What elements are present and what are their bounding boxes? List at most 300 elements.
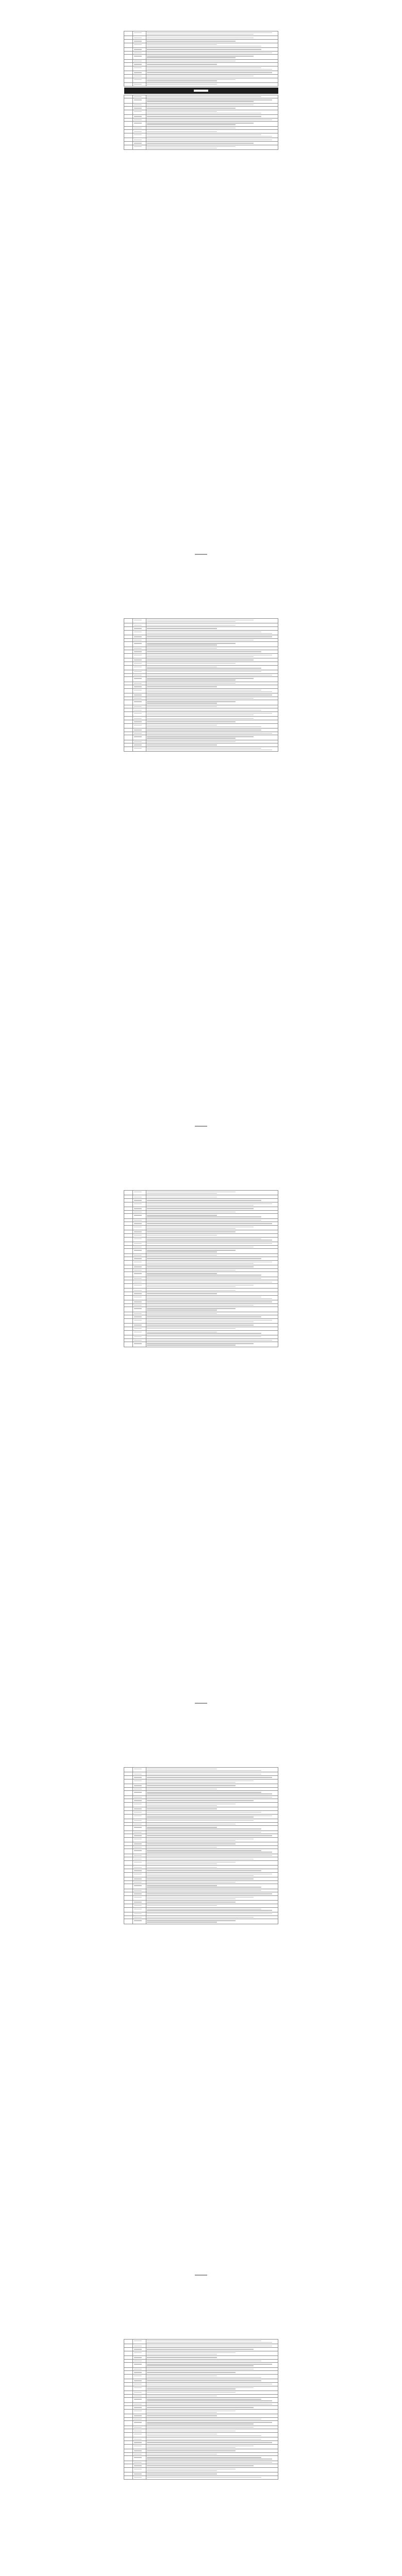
year-cell [124, 1335, 133, 1338]
table-row [124, 2452, 278, 2456]
table-row [124, 1292, 278, 1296]
table-row [124, 1214, 278, 1218]
table-row [124, 138, 278, 142]
year-cell [124, 1268, 133, 1272]
table-row [124, 78, 278, 82]
date-cell [133, 662, 146, 665]
event-cell [146, 1776, 278, 1780]
table-row [124, 2371, 278, 2375]
event-cell [146, 1327, 278, 1330]
year-cell [124, 110, 133, 114]
table-row [124, 1814, 278, 1819]
date-cell [133, 1300, 146, 1304]
year-cell [124, 2391, 133, 2394]
year-cell [124, 2409, 133, 2414]
year-cell [124, 2461, 133, 2464]
year-cell [124, 2344, 133, 2348]
table-row [124, 627, 278, 631]
event-cell [146, 36, 278, 40]
table-row [124, 51, 278, 55]
event-cell [146, 1779, 278, 1784]
event-cell [146, 122, 278, 126]
year-cell [124, 1289, 133, 1292]
year-cell [124, 2356, 133, 2360]
year-cell [124, 1814, 133, 1819]
event-cell [146, 717, 278, 720]
date-cell [133, 1802, 146, 1807]
table-row [124, 1889, 278, 1892]
event-cell [146, 623, 278, 627]
table-row [124, 1242, 278, 1245]
date-cell [133, 2363, 146, 2367]
date-cell [133, 728, 146, 732]
date-cell [133, 1880, 146, 1884]
year-cell [124, 1776, 133, 1780]
table-row [124, 1338, 278, 1342]
date-cell [133, 1831, 146, 1834]
year-cell [124, 66, 133, 71]
year-cell [124, 1916, 133, 1919]
date-cell [133, 735, 146, 740]
event-cell [146, 74, 278, 78]
event-cell [146, 1857, 278, 1861]
event-cell [146, 1233, 278, 1237]
event-cell [146, 735, 278, 740]
year-cell [124, 2371, 133, 2375]
year-cell [124, 1245, 133, 1249]
chronology-table [124, 31, 278, 150]
date-cell [133, 1253, 146, 1257]
table-row [124, 1249, 278, 1253]
year-cell [124, 1327, 133, 1330]
event-cell [146, 2464, 278, 2468]
year-cell [124, 708, 133, 712]
year-cell [124, 1837, 133, 1842]
event-cell [146, 115, 278, 118]
table-row [124, 2398, 278, 2402]
date-cell [133, 1210, 146, 1214]
event-cell [146, 126, 278, 130]
year-cell [124, 71, 133, 75]
date-cell [133, 688, 146, 693]
table-row [124, 1854, 278, 1857]
event-cell [146, 712, 278, 717]
year-cell [124, 63, 133, 66]
event-cell [146, 1218, 278, 1222]
date-cell [133, 705, 146, 708]
year-cell [124, 720, 133, 724]
year-cell [124, 98, 133, 103]
year-cell [124, 1230, 133, 1234]
table-row [124, 1230, 278, 1234]
year-cell [124, 717, 133, 720]
year-cell [124, 2449, 133, 2453]
date-cell [133, 1787, 146, 1791]
table-row [124, 2344, 278, 2348]
table-row [124, 1222, 278, 1226]
date-cell [133, 1907, 146, 1912]
year-cell [124, 126, 133, 130]
date-cell [133, 74, 146, 78]
year-cell [124, 2379, 133, 2383]
page-number [195, 2275, 207, 2276]
year-cell [124, 2367, 133, 2371]
page-5 [124, 2339, 278, 2480]
table-row [124, 1210, 278, 1214]
table-row [124, 1265, 278, 1269]
event-cell [146, 1884, 278, 1889]
year-cell [124, 2363, 133, 2367]
event-cell [146, 66, 278, 71]
table-row [124, 1857, 278, 1861]
year-cell [124, 2414, 133, 2418]
table-row [124, 1819, 278, 1822]
event-cell [146, 658, 278, 662]
date-cell [133, 1202, 146, 1207]
date-cell [133, 1277, 146, 1280]
table-row [124, 2437, 278, 2441]
event-cell [146, 1784, 278, 1788]
date-cell [133, 1901, 146, 1904]
year-cell [124, 2340, 133, 2344]
event-cell [146, 732, 278, 735]
date-cell [133, 1854, 146, 1857]
event-cell [146, 1802, 278, 1807]
year-cell [124, 145, 133, 149]
event-cell [146, 1845, 278, 1849]
year-cell [124, 1872, 133, 1877]
table-row [124, 1284, 278, 1289]
era-heading-band [124, 88, 278, 94]
date-cell [133, 1295, 146, 1300]
event-cell [146, 747, 278, 751]
date-cell [133, 1768, 146, 1772]
date-cell [133, 130, 146, 133]
year-cell [124, 1884, 133, 1889]
table-row [124, 1784, 278, 1788]
event-cell [146, 1272, 278, 1277]
year-cell [124, 2394, 133, 2398]
table-row [124, 2406, 278, 2410]
date-cell [133, 1272, 146, 1277]
year-cell [124, 115, 133, 118]
year-cell [124, 40, 133, 43]
table-row [124, 2449, 278, 2453]
date-cell [133, 1872, 146, 1877]
table-row [124, 623, 278, 627]
date-cell [133, 1807, 146, 1811]
year-cell [124, 1295, 133, 1300]
table-row [124, 1207, 278, 1211]
event-cell [146, 1249, 278, 1253]
date-cell [133, 55, 146, 59]
year-cell [124, 1889, 133, 1892]
table-row [124, 740, 278, 743]
year-cell [124, 1292, 133, 1296]
event-cell [146, 1849, 278, 1854]
date-cell [133, 658, 146, 662]
year-cell [124, 51, 133, 55]
table-row [124, 743, 278, 747]
table-row [124, 1324, 278, 1327]
event-cell [146, 673, 278, 677]
date-cell [133, 1324, 146, 1327]
table-row [124, 2386, 278, 2391]
event-cell [146, 2382, 278, 2386]
date-cell [133, 2398, 146, 2402]
year-cell [124, 619, 133, 623]
date-cell [133, 1207, 146, 1211]
date-cell [133, 138, 146, 142]
event-cell [146, 1872, 278, 1877]
event-cell [146, 1307, 278, 1312]
year-cell [124, 623, 133, 627]
date-cell [133, 1889, 146, 1892]
event-cell [146, 1277, 278, 1280]
event-cell [146, 1318, 278, 1323]
date-cell [133, 720, 146, 724]
table-row [124, 2472, 278, 2476]
date-cell [133, 2467, 146, 2472]
date-cell [133, 40, 146, 43]
table-row [124, 2356, 278, 2360]
year-cell [124, 673, 133, 677]
table-row [124, 1904, 278, 1907]
event-cell [146, 1869, 278, 1873]
year-cell [124, 138, 133, 142]
event-cell [146, 138, 278, 142]
table-row [124, 2391, 278, 2394]
date-cell [133, 685, 146, 689]
year-cell [124, 1225, 133, 1230]
year-cell [124, 130, 133, 133]
year-cell [124, 1919, 133, 1924]
date-cell [133, 2426, 146, 2429]
year-cell [124, 1210, 133, 1214]
event-cell [146, 1819, 278, 1822]
year-cell [124, 48, 133, 52]
event-cell [146, 1791, 278, 1795]
event-cell [146, 1807, 278, 1811]
date-cell [133, 723, 146, 728]
event-cell [146, 1842, 278, 1846]
date-cell [133, 747, 146, 751]
event-cell [146, 2409, 278, 2414]
table-row [124, 1303, 278, 1307]
event-cell [146, 2374, 278, 2379]
event-cell [146, 103, 278, 107]
table-row [124, 43, 278, 47]
table-row [124, 2363, 278, 2367]
date-cell [133, 1842, 146, 1846]
year-cell [124, 650, 133, 654]
chronology-table [124, 1190, 278, 1347]
date-cell [133, 2456, 146, 2461]
year-cell [124, 677, 133, 682]
table-row [124, 1191, 278, 1195]
year-cell [124, 1877, 133, 1881]
date-cell [133, 670, 146, 673]
date-cell [133, 1916, 146, 1919]
table-row [124, 1776, 278, 1780]
table-row [124, 1268, 278, 1272]
event-cell [146, 145, 278, 149]
table-row [124, 1861, 278, 1866]
table-row [124, 1245, 278, 1249]
event-cell [146, 2340, 278, 2344]
year-cell [124, 1907, 133, 1912]
table-row [124, 732, 278, 735]
table-row [124, 673, 278, 677]
event-cell [146, 2437, 278, 2441]
event-cell [146, 1257, 278, 1261]
date-cell [133, 653, 146, 658]
table-row [124, 36, 278, 40]
table-row [124, 685, 278, 689]
event-cell [146, 1253, 278, 1257]
event-cell [146, 1315, 278, 1319]
date-cell [133, 1861, 146, 1866]
date-cell [133, 2476, 146, 2479]
table-row [124, 71, 278, 75]
date-cell [133, 1814, 146, 1819]
date-cell [133, 1214, 146, 1218]
date-cell [133, 642, 146, 647]
table-row [124, 642, 278, 647]
year-cell [124, 705, 133, 708]
date-cell [133, 1892, 146, 1896]
date-cell [133, 1904, 146, 1907]
date-cell [133, 1249, 146, 1253]
year-cell [124, 2359, 133, 2363]
date-cell [133, 647, 146, 650]
event-cell [146, 723, 278, 728]
date-cell [133, 36, 146, 40]
date-cell [133, 1849, 146, 1854]
table-row [124, 735, 278, 740]
date-cell [133, 2391, 146, 2394]
year-cell [124, 1842, 133, 1846]
year-cell [124, 743, 133, 747]
event-cell [146, 2467, 278, 2472]
event-cell [146, 697, 278, 700]
year-cell [124, 1822, 133, 1826]
year-cell [124, 2444, 133, 2449]
year-cell [124, 2476, 133, 2479]
table-row [124, 728, 278, 732]
table-row [124, 1822, 278, 1826]
year-cell [124, 1880, 133, 1884]
date-cell [133, 2449, 146, 2453]
date-cell [133, 638, 146, 642]
table-row [124, 665, 278, 670]
event-cell [146, 740, 278, 743]
date-cell [133, 126, 146, 130]
date-cell [133, 98, 146, 103]
table-row [124, 1837, 278, 1842]
year-cell [124, 638, 133, 642]
date-cell [133, 1218, 146, 1222]
chronology-table [124, 618, 278, 752]
table-row [124, 1849, 278, 1854]
event-cell [146, 2476, 278, 2479]
table-row [124, 1237, 278, 1242]
year-cell [124, 1249, 133, 1253]
table-row [124, 1795, 278, 1799]
year-cell [124, 107, 133, 110]
event-cell [146, 2461, 278, 2464]
event-cell [146, 677, 278, 682]
date-cell [133, 1199, 146, 1202]
date-cell [133, 677, 146, 682]
date-cell [133, 717, 146, 720]
table-row [124, 1901, 278, 1904]
date-cell [133, 2359, 146, 2363]
year-cell [124, 1214, 133, 1218]
year-cell [124, 1260, 133, 1265]
event-cell [146, 43, 278, 47]
date-cell [133, 1884, 146, 1889]
date-cell [133, 1242, 146, 1245]
year-cell [124, 658, 133, 662]
table-row [124, 1295, 278, 1300]
date-cell [133, 2348, 146, 2351]
year-cell [124, 2351, 133, 2355]
table-row [124, 647, 278, 650]
event-cell [146, 1237, 278, 1242]
event-cell [146, 1772, 278, 1776]
date-cell [133, 59, 146, 63]
event-cell [146, 133, 278, 138]
event-cell [146, 2456, 278, 2461]
table-row [124, 1807, 278, 1811]
year-cell [124, 31, 133, 36]
date-cell [133, 2444, 146, 2449]
event-cell [146, 1338, 278, 1342]
date-cell [133, 2464, 146, 2468]
year-cell [124, 1330, 133, 1335]
table-row [124, 619, 278, 623]
table-row [124, 1315, 278, 1319]
year-cell [124, 693, 133, 697]
table-row [124, 1916, 278, 1919]
event-cell [146, 1300, 278, 1304]
date-cell [133, 708, 146, 712]
table-row [124, 74, 278, 78]
event-cell [146, 1877, 278, 1881]
table-row [124, 1768, 278, 1772]
year-cell [124, 1892, 133, 1896]
event-cell [146, 1330, 278, 1335]
year-cell [124, 682, 133, 685]
event-cell [146, 1889, 278, 1892]
table-row [124, 115, 278, 118]
event-cell [146, 1225, 278, 1230]
event-cell [146, 1265, 278, 1269]
date-cell [133, 743, 146, 747]
table-row [124, 1199, 278, 1202]
date-cell [133, 1257, 146, 1261]
year-cell [124, 627, 133, 631]
date-cell [133, 1237, 146, 1242]
date-cell [133, 623, 146, 627]
year-cell [124, 118, 133, 122]
table-row [124, 40, 278, 43]
event-cell [146, 1861, 278, 1866]
table-row [124, 638, 278, 642]
event-cell [146, 2441, 278, 2445]
table-row [124, 145, 278, 149]
